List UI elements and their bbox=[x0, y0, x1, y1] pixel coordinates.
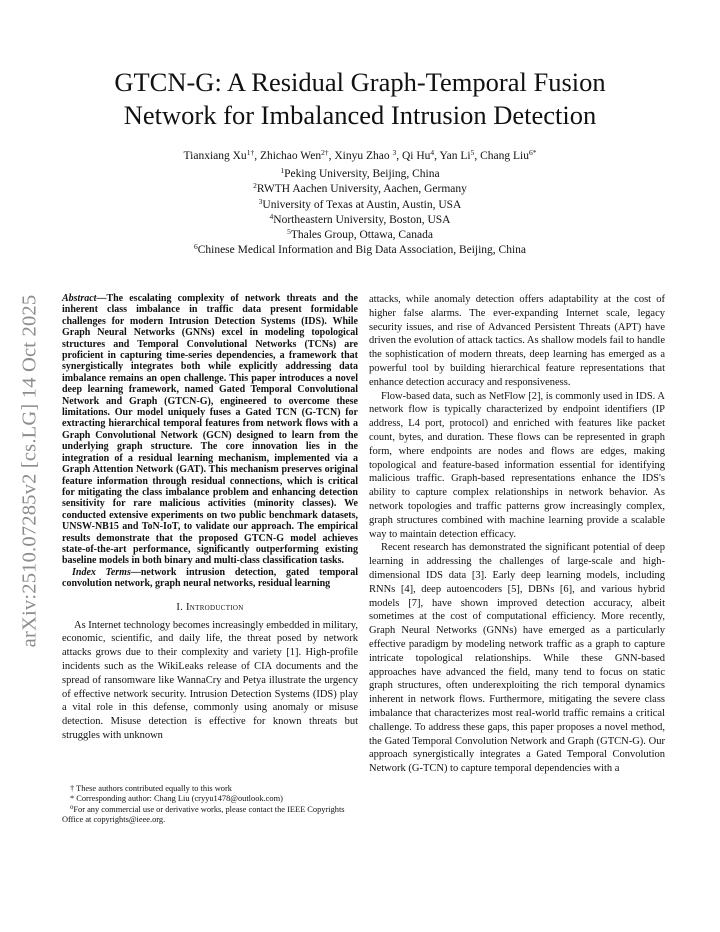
arxiv-id-text: arXiv:2510.07285v2 [cs.LG] 14 Oct 2025 bbox=[18, 294, 41, 648]
author: Yan Li$^5$ bbox=[439, 148, 475, 162]
author: Zhichao Wen$^{2\dagger}$ bbox=[259, 148, 329, 162]
index-terms-label: Index Terms bbox=[72, 566, 131, 578]
paper-title bbox=[60, 66, 660, 132]
footnote: ⁰For any commercial use or derivative works, please contact the IEEE Copyrights Office at copyrights@ieee.org. bbox=[62, 804, 345, 825]
footnotes bbox=[62, 784, 358, 826]
author: Xinyu Zhao $^3$ bbox=[334, 148, 397, 162]
section-heading: I. Introduction bbox=[176, 601, 244, 613]
author: Tianxiang $Xu^{1\dagger}$ bbox=[183, 148, 255, 162]
affiliation: $^6$Chinese Medical Information and Big Data Association, Beijing, China bbox=[193, 242, 527, 257]
author-list: Tianxiang $Xu^{1\dagger}$, Zhichao Wen$^{2\dagger}$, Xinyu Zhao $^3$, Qi Hu$^4$, Yan Li$^5$, Chang Liu$^{6*}$ bbox=[183, 148, 537, 162]
body-paragraph: attacks, while anomaly detection offers adaptability at the cost of higher false alarms. The ever-expanding Internet scale, legacy security issues, and rise of Advanced Persistent Threats (APT) have driven the evolution of attack tactics. As shallow models fail to handle the sophistication of modern threats, deep learning has emerged as a powerful tool by building hierarchical feature representations that enhance detection accuracy and responsiveness. bbox=[369, 294, 665, 388]
author: Qi Hu$^4$ bbox=[401, 148, 435, 162]
affiliation: $^2$RWTH Aachen University, Aachen, Germany bbox=[253, 181, 467, 196]
body-paragraph: Recent research has demonstrated the significant potential of deep learning in addressing the challenges of large-scale and high-dimensional IDS data [3]. Early deep learning models, including RNNs [4], deep autoencoders [5], DBNs [6], and various hybrid models [7], have shown improved detection accuracy, albeit sometimes at the cost of computational efficiency. More recently, Graph Neural Networks (GNNs) have emerged as a particularly effective paradigm by modeling network traffic as a graph to capture intricate topological relationships. While these GNN-based approaches have advanced the field, many tend to focus on static graph structures, often underexploiting the rich temporal dynamics inherent in network flows. Furthermore, mitigating the severe class imbalance that characterizes most real-world traffic remains a critical challenge. To address these gaps, this paper proposes a novel method, the Gated Temporal Convolution Network and Graph (GTCN-G). Our approach synergistically integrates a Gated Temporal Convolution Network (G-TCN) to capture temporal dependencies with a bbox=[369, 542, 665, 775]
index-terms-text: —network intrusion detection, gated temporal convolution network, graph neural networks, residual learning bbox=[62, 566, 358, 590]
title-line-1: GTCN-G: A Residual Graph-Temporal Fusion bbox=[114, 67, 606, 97]
affiliation: $^4$Northeastern University, Boston, USA bbox=[269, 211, 451, 226]
title-line-2: Network for Imbalanced Intrusion Detection bbox=[123, 100, 597, 130]
abstract bbox=[62, 293, 358, 567]
body-paragraph: Flow-based data, such as NetFlow [2], is commonly used in IDS. A network flow is typically characterized by endpoint identifiers (IP address, L4 port, protocol) and enriched with features like packet count, bytes, and duration. These flows can be represented in graph form, where endpoints are nodes and flows are edges, making topological and feature-based information essential for identifying malicious traffic. Graph-based representations enhance the IDS's ability to capture complex relationships in network behavior. As network topologies and traffic patterns grow increasingly complex, graph structures combined with machine learning provide a scalable way to maintain detection efficacy. bbox=[369, 390, 665, 540]
footnote: † These authors contributed equally to this work bbox=[70, 784, 232, 793]
affiliation-list bbox=[60, 167, 660, 259]
footnote: * Corresponding author: Chang Liu (cryyu1478@outlook.com) bbox=[70, 794, 283, 804]
affiliation: $^1$Peking University, Beijing, China bbox=[280, 166, 440, 180]
affiliation: $^3$University of Texas at Austin, Austin, USA bbox=[258, 196, 462, 211]
left-column bbox=[62, 293, 358, 743]
author: Chang Liu$^{6*}$ bbox=[480, 148, 537, 162]
affiliation: $^5$Thales Group, Ottawa, Canada bbox=[287, 227, 433, 242]
intro-paragraph: As Internet technology becomes increasingly embedded in military, economic, scientific, and daily life, the threat posed by network attacks grows due to their complexity and variety [1]. High-profile incidents such as the WikiLeaks release of CIA documents and the spread of ransomware like WannaCry and Petya illustrate the urgency of effective network security. Intrusion Detection Systems (IDS) play a vital role in this defense, commonly using anomaly or misuse detection. Misuse detection is effective for known threats but struggles with unknown bbox=[62, 619, 358, 741]
abstract-label: Abstract bbox=[62, 293, 97, 304]
right-column bbox=[369, 293, 665, 776]
abstract-text: —The escalating complexity of network threats and the inherent class imbalance in traffic data present formidable challenges for modern Intrusion Detection Systems (IDS). While Graph Neural Networks (GNNs) excel in modeling topological structures and Temporal Convolutional Networks (TCNs) are proficient in capturing time-series dependencies, a framework that synergistically integrates both while explicitly addressing data imbalance remains an open challenge. This paper introduces a novel deep learning framework, named Gated Temporal Convolutional Network and Graph (GTCN-G), engineered to overcome these limitations. Our model uniquely fuses a Gated TCN (G-TCN) for extracting hierarchical temporal features from network flows with a Graph Convolutional Network (GCN) designed to learn from the underlying graph structure. The core innovation lies in the integration of a residual learning mechanism, implemented via a Graph Attention Network (GAT). This mechanism preserves original feature information through residual connections, which is critical for mitigating the class imbalance problem and enhancing detection sensitivity for rare malicious activities (minority classes). We conducted extensive experiments on two public benchmark datasets, UNSW-NB15 and ToN-IoT, to validate our approach. The empirical results demonstrate that the proposed GTCN-G model achieves state-of-the-art performance, significantly outperforming existing baseline models in both binary and multi-class classification tasks. bbox=[62, 293, 358, 567]
index-terms bbox=[62, 567, 358, 590]
arxiv-identifier bbox=[8, 266, 52, 676]
